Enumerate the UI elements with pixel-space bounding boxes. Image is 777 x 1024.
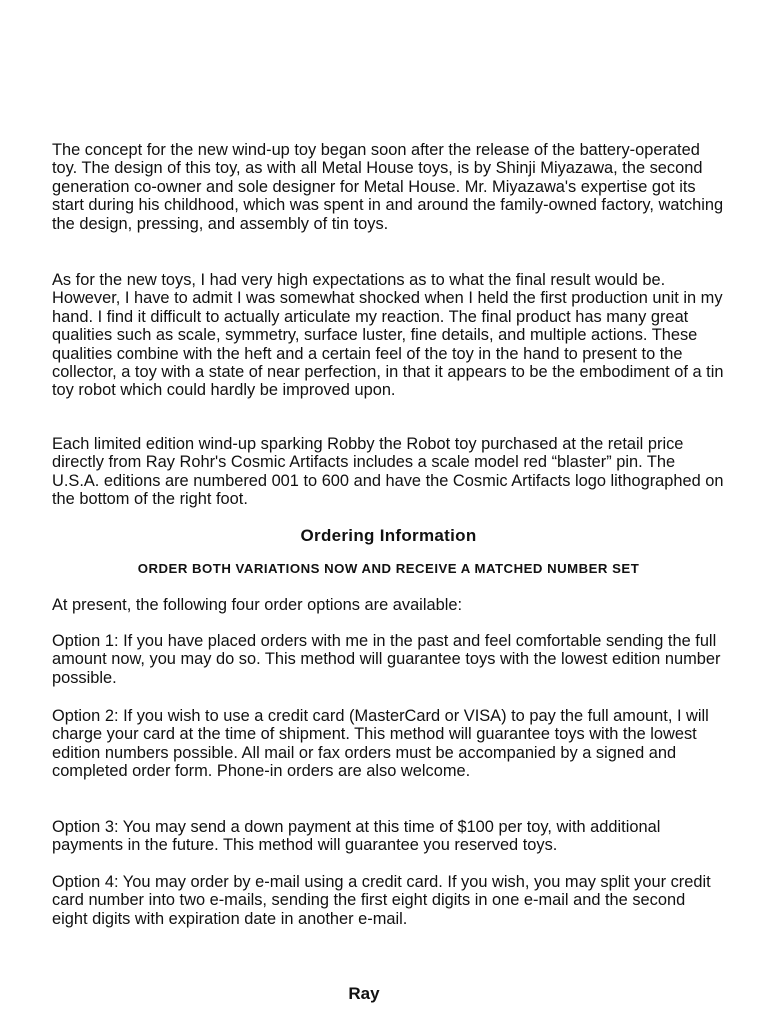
order-option-4: Option 4: You may order by e-mail using a credit card. If you wish, you may split your credit card number into two e-mails, sending the first eight digits in one e-mail and the second eight digits with expiration date in another e-mail. xyxy=(52,873,711,928)
ordering-information-heading: Ordering Information xyxy=(300,526,477,545)
matched-set-subheading: ORDER BOTH VARIATIONS NOW AND RECEIVE A MATCHED NUMBER SET xyxy=(137,561,640,576)
paragraph-expectations: As for the new toys, I had very high expectations as to what the final result would be. However, I have to admit I was somewhat shocked when I held the first production unit in my hand. I find it difficult to actually articulate my reaction. The final product has many great qualities such as scale, symmetry, surface luster, fine details, and multiple actions. These qualities combine with the heft and a certain feel of the toy in the hand to present to the collector, a toy with a state of near perfection, in that it appears to be the embodiment of a tin toy robot which could hardly be improved upon. xyxy=(52,271,724,400)
order-options-intro: At present, the following four order options are available: xyxy=(52,596,463,614)
paragraph-wind-up-concept: The concept for the new wind-up toy began soon after the release of the battery-operated toy. The design of this toy, as with all Metal House toys, is by Shinji Miyazawa, the second generation co-owner and sole designer for Metal House. Mr. Miyazawa's expertise got its start during his childhood, which was spent in and around the family-owned factory, watching the design, pressing, and assembly of tin toys. xyxy=(52,141,724,233)
signature: Ray xyxy=(348,984,380,1003)
order-option-2: Option 2: If you wish to use a credit card (MasterCard or VISA) to pay the full amount, I will charge your card at the time of shipment. This method will guarantee toys with the lowest edition numbers possible. All mail or fax orders must be accompanied by a signed and completed order form. Phone-in orders are also welcome. xyxy=(52,707,709,781)
order-option-3: Option 3: You may send a down payment at this time of $100 per toy, with additional payments in the future. This method will guarantee you reserved toys. xyxy=(52,818,661,855)
paragraph-limited-edition: Each limited edition wind-up sparking Robby the Robot toy purchased at the retail price directly from Ray Rohr's Cosmic Artifacts includes a scale model red “blaster” pin. The U.S.A. editions are numbered 001 to 600 and have the Cosmic Artifacts logo lithographed on the bottom of the right foot. xyxy=(52,435,724,509)
order-option-1: Option 1: If you have placed orders with me in the past and feel comfortable sending the full amount now, you may do so. This method will guarantee toys with the lowest edition number possible. xyxy=(52,632,721,687)
